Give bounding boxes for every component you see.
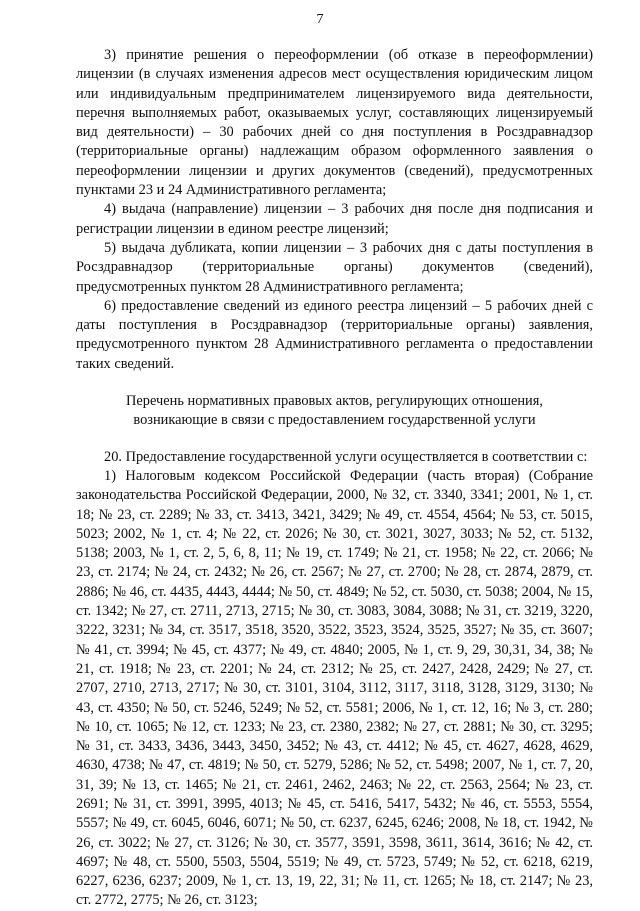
page-number: 7 xyxy=(316,12,324,27)
list-item-5: 5) выдача дубликата, копии лицензии – 3 рабочих дня с даты поступления в Росздравнадзор (территориальные органы) документов (сведений), предусмотренных пунктом 28 Административного регламента; xyxy=(76,239,593,295)
section-heading-line-2: возникающие в связи с предоставлением государственной услуги xyxy=(133,412,536,429)
list-item-3: 3) принятие решения о переоформлении (об отказе в переоформлении) лицензии (в случаях изменения адресов мест осуществления юридическим лицом или индивидуальным предпринимателем лицензируемого вида деятельности, перечня выполняемых работ, оказываемых услуг, составляющих лицензируемый вид деятельности) – 30 рабочих дней со дня поступления в Росздравнадзор (территориальные органы) надлежащим образом оформленного заявления о переоформлении лицензии и других документов (сведений), предусмотренных пунктами 23 и 24 Административного регламента; xyxy=(76,47,593,199)
section-heading xyxy=(76,392,593,431)
clause-20-item-1: 1) Налоговым кодексом Российской Федерации (часть вторая) (Собрание законодательства Российской Федерации, 2000, № 32, ст. 3340, 3341; 2001, № 1, ст. 18; № 23, ст. 2289; № 33, ст. 3413, 3421, 3429; № 49, ст. 4554, 4564; № 53, ст. 5015, 5023; 2002, № 1, ст. 4; № 22, ст. 2026; № 30, ст. 3021, 3027, 3033; № 52, ст. 5132, 5138; 2003, № 1, ст. 2, 5, 6, 8, 11; № 19, ст. 1749; № 21, ст. 1958; № 22, ст. 2066; № 23, ст. 2174; № 24, ст. 2432; № 26, ст. 2567; № 27, ст. 2700; № 28, ст. 2874, 2879, ст. 2886; № 46, ст. 4435, 4443, 4444; № 50, ст. 4849; № 52, ст. 5030, ст. 5038; 2004, № 15, ст. 1342; № 27, ст. 2711, 2713, 2715; № 30, ст. 3083, 3084, 3088; № 31, ст. 3219, 3220, 3222, 3231; № 34, ст. 3517, 3518, 3520, 3522, 3523, 3524, 3525, 3527; № 35, ст. 3607; № 41, ст. 3994; № 45, ст. 4377; № 49, ст. 4840; 2005, № 1, ст. 9, 29, 30,31, 34, 38; № 21, ст. 1918; № 23, ст. 2201; № 24, ст. 2312; № 25, ст. 2427, 2428, 2429; № 27, ст. 2707, 2710, 2713, 2717; № 30, ст. 3101, 3104, 3112, 3117, 3118, 3128, 3129, 3130; № 43, ст. 4350; № 50, ст. 5246, 5249; № 52, ст. 5581; 2006, № 1, ст. 12, 16; № 3, ст. 280; № 10, ст. 1065; № 12, ст. 1233; № 23, ст. 2380, 2382; № 27, ст. 2881; № 30, ст. 3295; № 31, ст. 3433, 3436, 3443, 3450, 3452; № 43, ст. 4412; № 45, ст. 4627, 4628, 4629, 4630, 4738; № 47, ст. 4819; № 50, ст. 5279, 5286; № 52, ст. 5498; 2007, № 1, ст. 7, 20, 31, 39; № 13, ст. 1465; № 21, ст. 2461, 2462, 2463; № 22, ст. 2563, 2564; № 23, ст. 2691; № 31, ст. 3991, 3995, 4013; № 45, ст. 5416, 5417, 5432; № 46, ст. 5553, 5554, 5557; № 49, ст. 6045, 6046, 6071; № 50, ст. 6237, 6245, 6246; 2008, № 18, ст. 1942, № 26, ст. 3022; № 27, ст. 3126; № 30, ст. 3577, 3591, 3598, 3611, 3614, 3616; № 42, ст. 4697; № 48, ст. 5500, 5503, 5504, 5519; № 49, ст. 5723, 5749; № 52, ст. 6218, 6219, 6227, 6236, 6237; 2009, № 1, ст. 13, 19, 22, 31; № 11, ст. 1265; № 18, ст. 2147; № 23, ст. 2772, 2775; № 26, ст. 3123; xyxy=(76,467,593,909)
clause-20-intro: 20. Предоставление государственной услуги осуществляется в соответствии с: xyxy=(104,448,588,465)
page-body xyxy=(76,46,593,911)
list-item-6: 6) предоставление сведений из единого реестра лицензий – 5 рабочих дней с даты поступления в Росздравнадзор (территориальные органы) заявления, предусмотренного пунктом 28 Административного регламента о предоставлении таких сведений. xyxy=(76,297,593,372)
list-item-4: 4) выдача (направление) лицензии – 3 рабочих дня после дня подписания и регистрации лицензии в едином реестре лицензий; xyxy=(76,201,593,237)
section-heading-line-1: Перечень нормативных правовых актов, регулирующих отношения, xyxy=(126,393,543,410)
